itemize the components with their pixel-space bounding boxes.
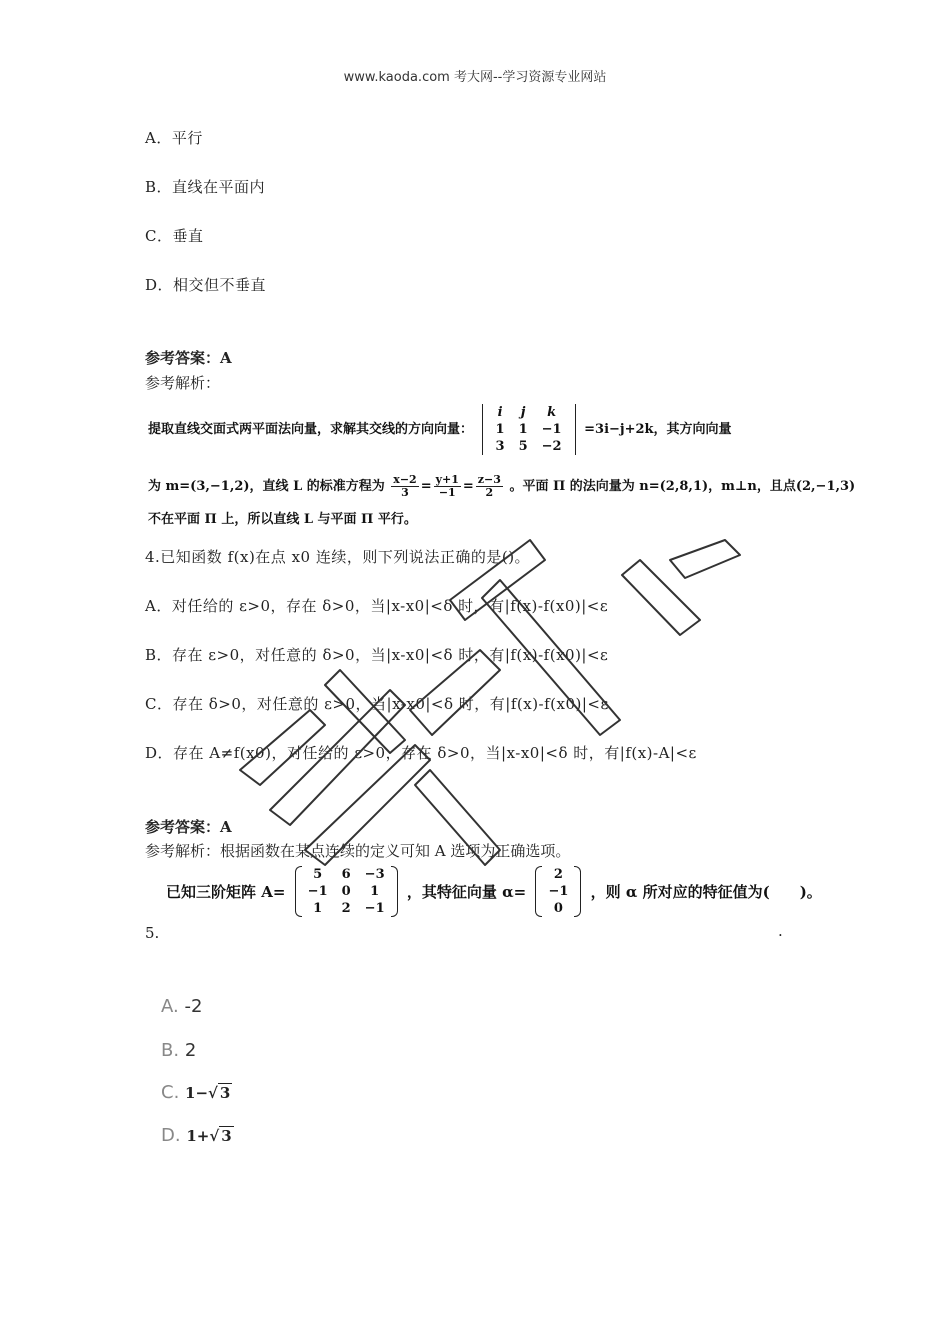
matrix-a [295, 866, 398, 917]
q5-option-b [161, 1040, 196, 1061]
fraction-y: $\frac{y+1}{-1}$ [435, 473, 459, 499]
vector-alpha [535, 866, 581, 917]
det-row: 3 5 −2 [495, 439, 562, 454]
q3-analysis-label: 参考解析： [145, 374, 221, 392]
solution-line3: 不在平面 Π 上，所以直线 L 与平面 Π 平行。 [148, 512, 417, 527]
fraction-x: $\frac{x-2}{3}$ [393, 473, 417, 499]
option-value: -2 [184, 996, 203, 1017]
vector-row: 2 [553, 867, 563, 882]
solution-line1-prefix: 提取直线交面式两平面法向量，求解其交线的方向向量： [148, 422, 474, 437]
q4-stem: 4.已知函数 f(x)在点 x0 连续，则下列说法正确的是()。 [145, 548, 531, 566]
q3-option-c: C．垂直 [145, 227, 204, 245]
q3-solution-figure: 提取直线交面式两平面法向量，求解其交线的方向向量： i j k 1 1 −1 3 5 −2 =3i−j+2k，其方向向量 为 m=(3,−1,2)，直线 L 的标准方程为 $\frac{x-2}{3}$ = $\frac{y+1}{-1}$ = $\frac{z-3}{2}$ 。平面 Π 的法向量为 n=(2,8,1)，m⊥n，且点(2,−1,3) 不在平面 Π 上，所以直线 L 与平面 Π 平行。 [148, 400, 808, 530]
option-letter: A. [161, 996, 179, 1017]
option-letter: C. [161, 1082, 180, 1103]
q5-option-a [161, 996, 202, 1017]
solution-line1-suffix: =3i−j+2k，其方向向量 [584, 422, 732, 437]
q5-option-c [161, 1082, 232, 1103]
option-value: 1−√ 3 [185, 1084, 231, 1102]
matrix-row: 1 2 −1 [313, 901, 385, 916]
matrix-row: −1 0 1 [307, 884, 380, 899]
option-letter: D. [161, 1125, 181, 1146]
det-row: 1 1 −1 [495, 422, 562, 437]
q5-stem-figure [162, 862, 822, 938]
q4-analysis: 参考解析：根据函数在某点连续的定义可知 A 选项为正确选项。 [145, 842, 571, 860]
solution-line2-b: 。平面 Π 的法向量为 n=(2,8,1)，m⊥n，且点(2,−1,3) [509, 479, 856, 494]
q3-option-d: D．相交但不垂直 [145, 276, 267, 294]
q5-stem-c: ，则 α 所对应的特征值为( )。 [590, 883, 822, 901]
option-value: 1+√ 3 [186, 1127, 232, 1145]
option-letter: B. [161, 1040, 180, 1061]
q4-option-b: B．存在 ε>0，对任意的 δ>0，当|x-x0|<δ 时，有|f(x)-f(x0)|<ε [145, 646, 609, 664]
q5-option-d [161, 1125, 234, 1146]
q4-option-a: A．对任给的 ε>0，存在 δ>0，当|x-x0|<δ 时，有|f(x)-f(x0)|<ε [145, 597, 609, 615]
vector-row: −1 [548, 884, 569, 899]
sqrt-radicand: 3 [219, 1084, 231, 1102]
q4-answer: 参考答案：A [145, 818, 232, 836]
vector-row: 0 [553, 901, 563, 916]
fraction-z: $\frac{z-3}{2}$ [477, 473, 501, 499]
q4-option-c: C．存在 δ>0，对任意的 ε>0，当|x-x0|<δ 时，有|f(x)-f(x0)|<ε [145, 695, 609, 713]
q3-answer: 参考答案：A [145, 349, 232, 367]
sqrt-radicand: 3 [221, 1127, 232, 1145]
cross-product-determinant [482, 404, 576, 455]
det-row: i j k [497, 405, 557, 420]
option-value: 2 [184, 1040, 197, 1061]
q5-trailing-dot: . [778, 922, 783, 940]
solution-line2-a: 为 m=(3,−1,2)，直线 L 的标准方程为 [148, 479, 385, 494]
q4-option-d: D．存在 A≠f(x0)，对任给的 ε>0，存在 δ>0，当|x-x0|<δ 时，有|f(x)-A|<ε [145, 744, 697, 762]
q5-stem-b: ，其特征向量 α= [406, 883, 527, 901]
q3-option-a: A．平行 [145, 129, 203, 147]
q5-stem-a: 已知三阶矩阵 A= [166, 883, 286, 901]
q3-option-b: B．直线在平面内 [145, 178, 266, 196]
page-header: www.kaoda.com 考大网--学习资源专业网站 [343, 70, 607, 85]
matrix-row: 5 6 −3 [313, 867, 385, 882]
q5-number: 5. [145, 924, 160, 942]
